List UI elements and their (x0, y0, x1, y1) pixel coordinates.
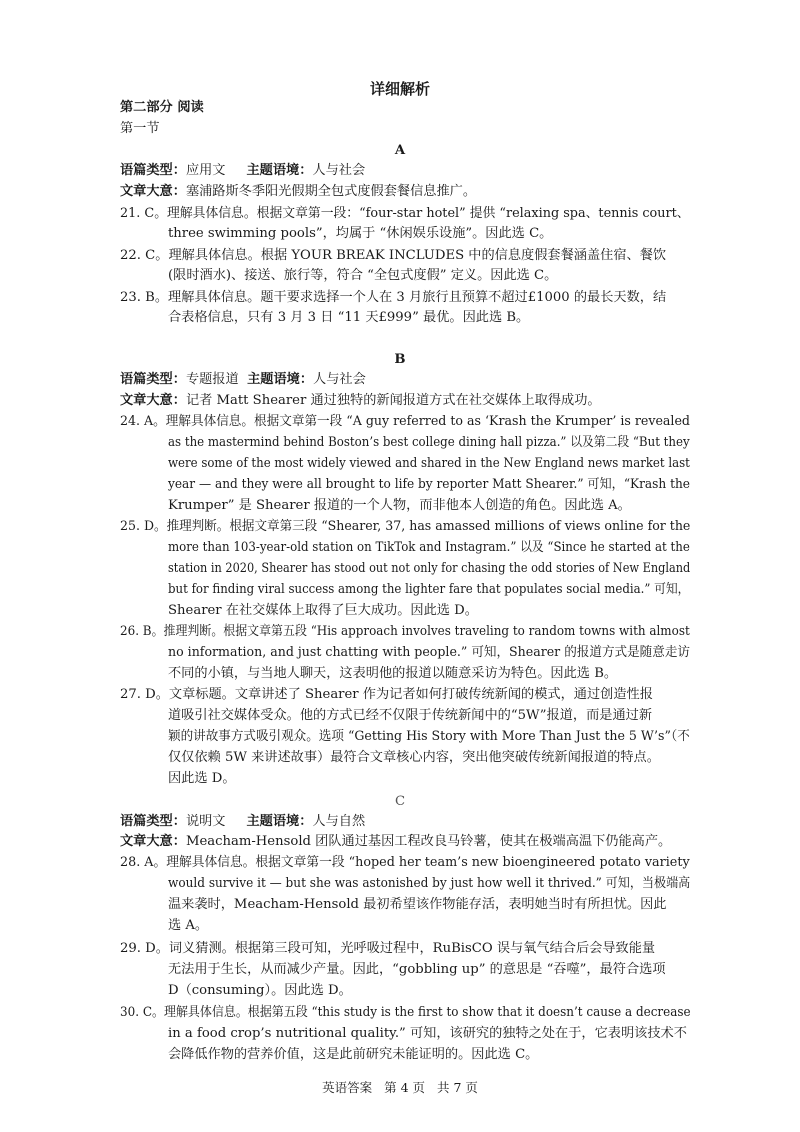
answer-22-line: 22. C。理解具体信息。根据 YOUR BREAK INCLUDES 中的信息度假套餐涵盖住宿、餐饮 (120, 248, 667, 263)
page-footer (0, 1078, 800, 1096)
summary-text: Meacham-Hensold 团队通过基因工程改良马铃薯，使其在极端高温下仍能高产。 (185, 834, 672, 849)
answer-27-line: 因此选 D。 (168, 771, 236, 786)
answer-28-line: 28. A。理解具体信息。根据文章第一段 “hoped her team’s new bioengineered potato variety (120, 855, 690, 870)
answer-24-line: 24. A。理解具体信息。根据文章第一段 “A guy referred to as ‘Krash the Krumper’ is revealed (120, 414, 691, 429)
answer-24-line: Krumper” 是 Shearer 报道的一个人物，而非他本人创造的角色。因此选 A。 (168, 498, 631, 513)
answer-27-line: 颖的讲故事方式吸引观众。选项 “Getting His Story with More Than Just the 5 W’s”（不 (168, 729, 690, 744)
genre-value: 应用文 (185, 163, 226, 178)
answer-25-line: more than 103-year-old station on TikTok and Instagram.” 以及 “Since he started at the (168, 540, 690, 555)
page-title: 详细解析 (369, 80, 430, 98)
answer-24-line: were some of the most widely viewed and shared in the New England news market last (168, 456, 690, 471)
answer-23-line: 23. B。理解具体信息。题干要求选择一个人在 3 月旅行且预算不超过£1000 的最长天数，结 (120, 290, 667, 305)
answer-26-line: 26. B。推理判断。根据文章第五段 “His approach involves traveling to random towns with almost (120, 624, 690, 639)
answer-28-line: 选 A。 (168, 918, 209, 933)
answer-25-line: 25. D。推理判断。根据文章第三段 “Shearer, 37, has amassed millions of views online for the (120, 519, 691, 534)
answer-29-line: D（consuming）。因此选 D。 (168, 983, 352, 998)
summary-text: 塞浦路斯冬季阳光假期全包式度假套餐信息推广。 (185, 184, 477, 199)
passage-c-genre-row (120, 812, 365, 832)
section-heading: 第一节 (120, 121, 160, 136)
answer-27-line: 道吸引社交媒体受众。他的方式已经不仅限于传统新闻中的“5W”报道，而是通过新 (168, 708, 653, 723)
summary-label: 文章大意： (120, 834, 186, 849)
answer-24-line: as the mastermind behind Boston’s best college dining hall pizza.” 以及第二段 “But they (168, 435, 690, 450)
summary-label: 文章大意： (120, 393, 186, 408)
footer-subject: 英语答案 (322, 1080, 373, 1095)
theme-label: 主题语境： (246, 814, 313, 829)
genre-value: 专题报道 (185, 372, 239, 387)
answer-25-line: Shearer 在社交媒体上取得了巨大成功。因此选 D。 (168, 603, 478, 618)
passage-b-genre-row (120, 370, 366, 390)
genre-label: 语篇类型： (120, 372, 186, 387)
answer-21-line: 21. C。理解具体信息。根据文章第一段：“four-star hotel” 提供 “relaxing spa、tennis court、 (120, 206, 690, 221)
passage-c-heading: C (394, 794, 406, 809)
answer-30-line: in a food crop’s nutritional quality.” 可知，该研究的独特之处在于，它表明该技术不 (168, 1026, 687, 1041)
genre-label: 语篇类型： (120, 163, 186, 178)
passage-a-heading: A (394, 143, 406, 158)
passage-b-heading: B (394, 352, 406, 367)
answer-27-line: 27. D。文章标题。文章讲述了 Shearer 作为记者如何打破传统新闻的模式，通过创造性报 (120, 687, 653, 702)
theme-value: 人与社会 (312, 163, 366, 178)
summary-label: 文章大意： (120, 184, 186, 199)
summary-text: 记者 Matt Shearer 通过独特的新闻报道方式在社交媒体上取得成功。 (185, 393, 601, 408)
answer-26-line: 不同的小镇，与当地人聊天，这表明他的报道以随意采访为特色。因此选 B。 (168, 666, 618, 681)
passage-a-summary (120, 182, 476, 202)
answer-29-line: 29. D。词义猜测。根据第三段可知，光呼吸过程中，RuBisCO 误与氧气结合后会导致能量 (120, 941, 656, 956)
passage-a-genre-row (120, 161, 365, 181)
theme-label: 主题语境： (246, 163, 313, 178)
answer-25-line: but for finding viral success among the lighter fare that populates social media.” 可知， (168, 582, 690, 597)
answer-30-line: 30. C。理解具体信息。根据第五段 “this study is the first to show that it doesn’t cause a decrease (120, 1005, 691, 1020)
genre-value: 说明文 (185, 814, 226, 829)
answer-25-line: station in 2020, Shearer has stood out not only for chasing the odd stories of New England (168, 561, 691, 576)
answer-23-line: 合表格信息，只有 3 月 3 日 “11 天£999” 最优。因此选 B。 (168, 310, 530, 325)
answer-24-line: year — and they were all brought to life by reporter Matt Shearer.” 可知，“Krash the (168, 477, 690, 492)
answer-30-line: 会降低作物的营养价值，这是此前研究未能证明的。因此选 C。 (168, 1047, 539, 1062)
answer-28-line: would survive it — but she was astonished by just how well it thrived.” 可知，当极端高 (168, 876, 691, 891)
part-heading: 第二部分 阅读 (120, 100, 204, 115)
answer-26-line: no information, and just chatting with people.” 可知，Shearer 的报道方式是随意走访 (168, 645, 691, 660)
answer-22-line: (限时酒水)、接送、旅行等，符合 “全包式度假” 定义。因此选 C。 (168, 268, 558, 283)
answer-27-line: 仅仅依赖 5W 来讲述故事）最符合文章核心内容，突出他突破传统新闻报道的特点。 (168, 750, 660, 765)
answer-21-line: three swimming pools”，均属于 “休闲娱乐设施”。因此选 C。 (168, 226, 553, 241)
genre-label: 语篇类型： (120, 814, 186, 829)
footer-total-pages: 共 7 页 (437, 1080, 478, 1095)
theme-value: 人与自然 (312, 814, 366, 829)
theme-label: 主题语境： (247, 372, 314, 387)
theme-value: 人与社会 (313, 372, 366, 387)
answer-29-line: 无法用于生长，从而减少产量。因此，“gobbling up” 的意思是 “吞噬”，最符合选项 (168, 962, 666, 977)
footer-page-number: 第 4 页 (384, 1080, 425, 1095)
answer-28-line: 温来袭时，Meacham-Hensold 最初希望该作物能存活，表明她当时有所担忧。因此 (168, 897, 667, 912)
passage-c-summary (120, 832, 671, 852)
passage-b-summary (120, 391, 601, 411)
